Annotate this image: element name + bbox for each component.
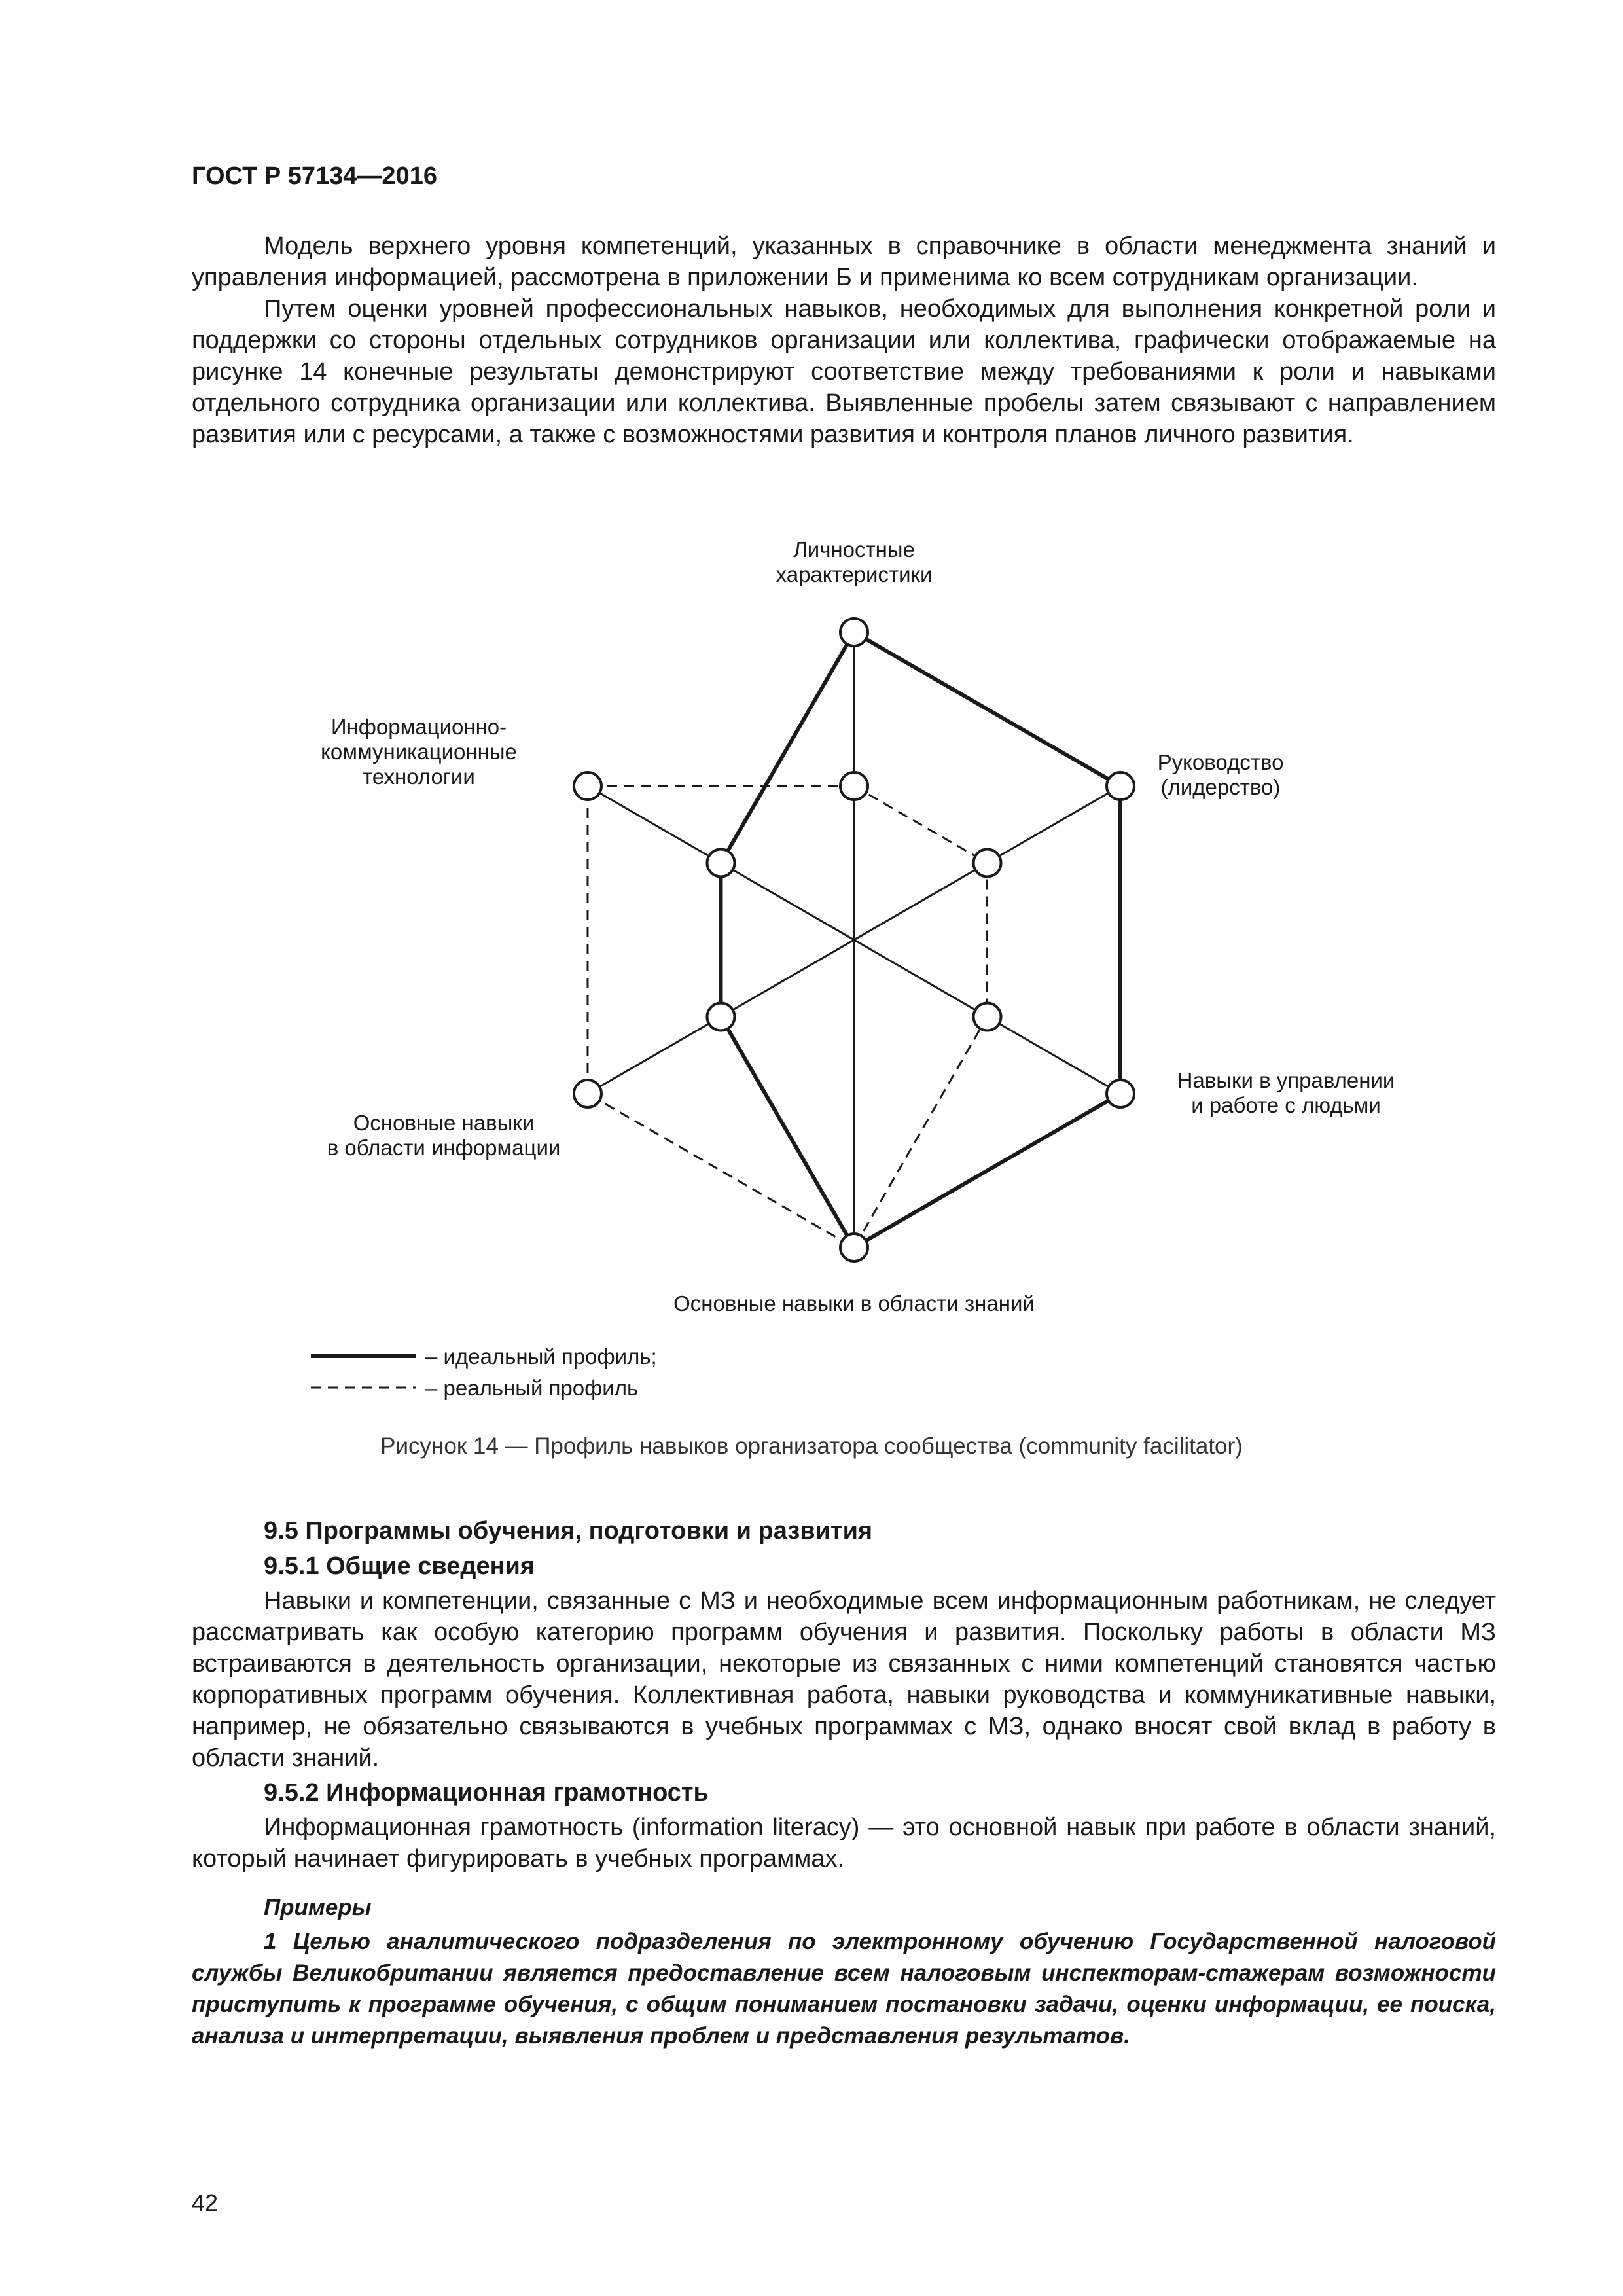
section-9-5-1-text-block bbox=[192, 1585, 1496, 1774]
intro-paragraph-1: Модель верхнего уровня компетенций, указанных в справочнике в области менеджмента знаний и управления информацией, рассмотрена в приложении Б и применима ко всем сотрудникам организации. bbox=[192, 232, 1496, 291]
axis-label-ict: коммуникационные bbox=[321, 740, 517, 764]
axis-label-people-management: Навыки в управлении bbox=[1177, 1068, 1395, 1092]
data-point-marker bbox=[840, 1234, 868, 1261]
data-point-marker bbox=[707, 1003, 734, 1031]
section-9-5-1-text: Навыки и компетенции, связанные с МЗ и необходимые всем информационным работникам, не следует рассматривать как особую категорию программ обучения и развития. Поскольку работы в области МЗ встраиваются в деятельность организации, некоторые из связанных с ними компетенций становятся частью корпоративных программ обучения. Коллективная работа, навыки руководства и коммуникативные навыки, например, не обязательно связываются в учебных программах с МЗ, однако вносят свой вклад в работу в области знаний. bbox=[192, 1587, 1496, 1772]
figure-caption: Рисунок 14 — Профиль навыков организатора сообщества (community facilitator) bbox=[380, 1433, 1243, 1459]
data-point-marker bbox=[840, 619, 868, 646]
section-9-5-1-title: 9.5.1 Общие сведения bbox=[264, 1552, 535, 1580]
axis-label-leadership: Руководство bbox=[1157, 750, 1284, 774]
legend-real-label: – реальный профиль bbox=[425, 1376, 639, 1400]
section-9-5-2-title: 9.5.2 Информационная грамотность bbox=[264, 1779, 709, 1806]
data-point-marker bbox=[974, 850, 1001, 877]
axis-label-personal-traits: Личностные bbox=[793, 537, 915, 562]
series-line-real bbox=[588, 786, 988, 1247]
section-9-5-2-text-block bbox=[192, 1812, 1496, 1874]
examples-title: Примеры bbox=[264, 1895, 372, 1920]
axis-label-people-management: и работе с людьми bbox=[1191, 1093, 1381, 1117]
data-point-marker bbox=[840, 772, 868, 800]
data-point-marker bbox=[974, 1003, 1001, 1031]
axis-label-information-skills: в области информации bbox=[327, 1136, 561, 1160]
example-1-text: 1 Целью аналитического подразделения по электронному обучению Государственной налоговой службы Великобритании является предоставление всем налоговым инспекторам-стажерам возможности приступить к программе обучения, с общим пониманием постановки задачи, оценки информации, ее поиска, анализа и интерпретации, выявления проблем и представления результатов. bbox=[192, 1929, 1496, 2049]
document-code: ГОСТ Р 57134—2016 bbox=[192, 162, 437, 190]
section-9-5-title: 9.5 Программы обучения, подготовки и развития bbox=[264, 1517, 873, 1545]
series-line-ideal bbox=[721, 632, 1120, 1247]
data-point-marker bbox=[707, 850, 734, 877]
axis-label-knowledge-skills: Основные навыки в области знаний bbox=[673, 1291, 1035, 1316]
data-point-marker bbox=[574, 772, 601, 800]
section-9-5-2-text: Информационная грамотность (information literacy) — это основной навык при работе в области знаний, который начинает фигурировать в учебных программах. bbox=[192, 1814, 1496, 1873]
data-point-marker bbox=[1107, 1080, 1134, 1107]
axis-label-information-skills: Основные навыки bbox=[353, 1111, 535, 1135]
page-number: 42 bbox=[192, 2189, 219, 2216]
axis-label-leadership: (лидерство) bbox=[1160, 775, 1281, 799]
data-point-marker bbox=[574, 1080, 601, 1107]
intro-paragraph-2: Путем оценки уровней профессиональных навыков, необходимых для выполнения конкретной роли и поддержки со стороны отдельных сотрудников организации или коллектива, графически отображаемые на рисунке 14 конечные результаты демонстрируют соответствие между требованиями к роли и навыками отдельного сотрудника организации или коллектива. Выявленные пробелы затем связывают с направлением развития или с ресурсами, а также с возможностями развития и контроля планов личного развития. bbox=[192, 295, 1496, 448]
axis-label-ict: Информационно- bbox=[330, 715, 507, 739]
axis-label-personal-traits: характеристики bbox=[776, 562, 933, 586]
axis-label-ict: технологии bbox=[363, 764, 475, 789]
legend-ideal-label: – идеальный профиль; bbox=[425, 1344, 657, 1369]
data-point-marker bbox=[1107, 772, 1134, 800]
